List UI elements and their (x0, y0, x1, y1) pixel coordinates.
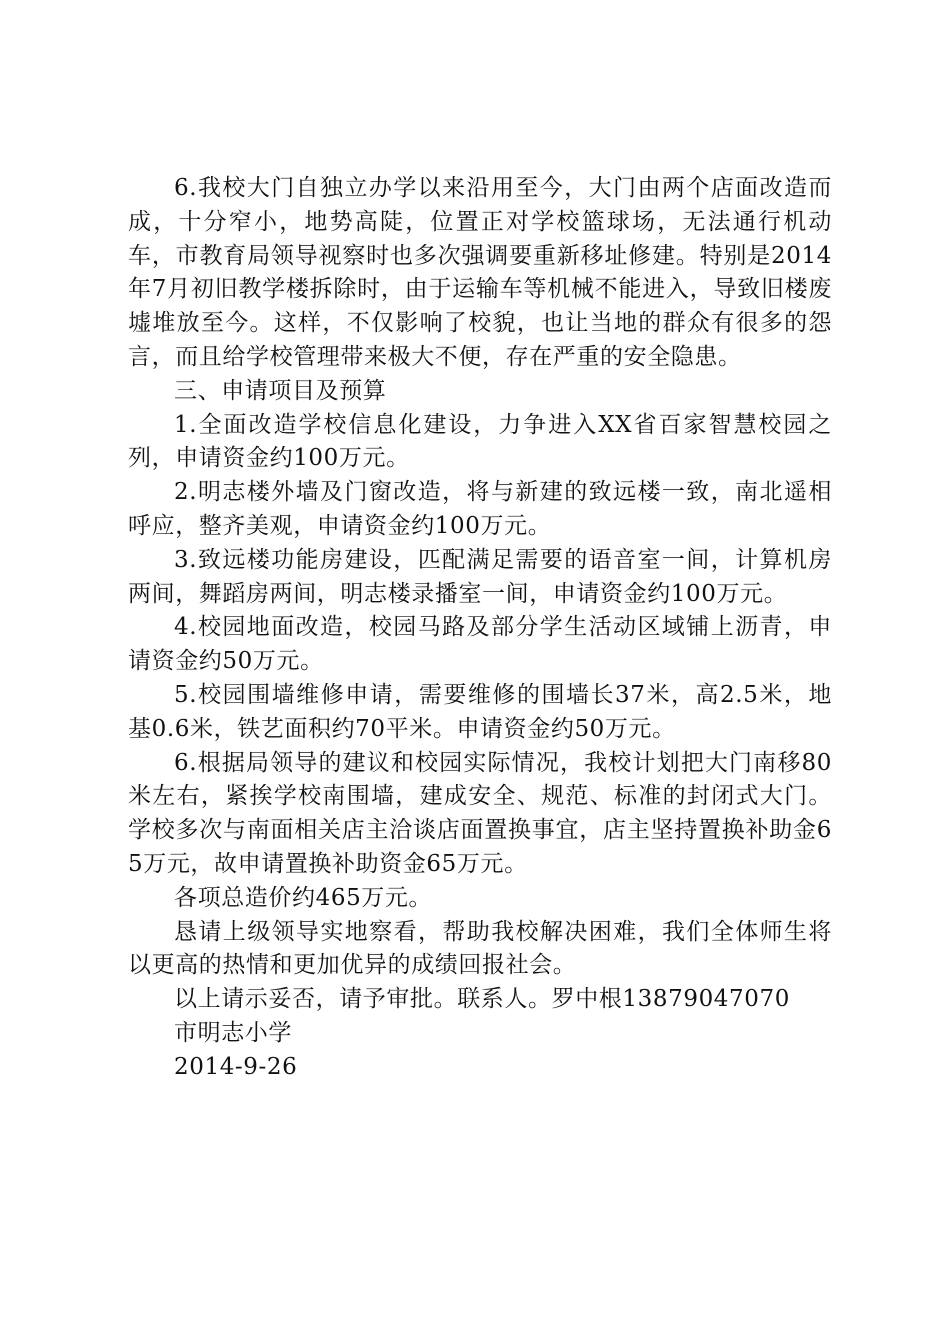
paragraph-request: 恳请上级领导实地察看，帮助我校解决困难，我们全体师生将以更高的热情和更加优异的成绩回报社会。 (128, 918, 832, 979)
paragraph-item-5: 5.校园围墙维修申请，需要维修的围墙长37米，高2.5米，地基0.6米，铁艺面积约70平米。申请资金约50万元。 (128, 681, 832, 742)
paragraph-total-cost: 各项总造价约465万元。 (174, 884, 433, 911)
paragraph-item-1: 1.全面改造学校信息化建设，力争进入XX省百家智慧校园之列，申请资金约100万元。 (128, 411, 832, 472)
paragraph-item-3: 3.致远楼功能房建设，匹配满足需要的语音室一间，计算机房两间，舞蹈房两间，明志楼录播室一间，申请资金约100万元。 (128, 546, 832, 607)
signature-school: 市明志小学 (174, 1019, 292, 1046)
paragraph-gate-background: 6.我校大门自独立办学以来沿用至今，大门由两个店面改造而成，十分窄小，地势高陡，位置正对学校篮球场，无法通行机动车，市教育局领导视察时也多次强调要重新移址修建。特别是2014年7月初旧教学楼拆除时，由于运输车等机械不能进入，导致旧楼废墟堆放至今。这样，不仅影响了校貌，也让当地的群众有很多的怨言，而且给学校管理带来极大不便，存在严重的安全隐患。 (128, 175, 832, 370)
paragraph-item-4: 4.校园地面改造，校园马路及部分学生活动区域铺上沥青，申请资金约50万元。 (128, 614, 832, 675)
document-body (128, 172, 832, 1085)
paragraph-contact: 以上请示妥否，请予审批。联系人。罗中根13879047070 (174, 986, 790, 1013)
paragraph-item-6: 6.根据局领导的建议和校园实际情况，我校计划把大门南移80米左右，紧挨学校南围墙，建成安全、规范、标准的封闭式大门。学校多次与南面相关店主洽谈店面置换事宜，店主坚持置换补助金65万元，故申请置换补助资金65万元。 (128, 749, 832, 877)
signature-date: 2014-9-26 (174, 1053, 298, 1080)
section-heading-projects-budget: 三、申请项目及预算 (174, 377, 387, 404)
paragraph-item-2: 2.明志楼外墙及门窗改造，将与新建的致远楼一致，南北遥相呼应，整齐美观，申请资金约100万元。 (128, 479, 832, 539)
